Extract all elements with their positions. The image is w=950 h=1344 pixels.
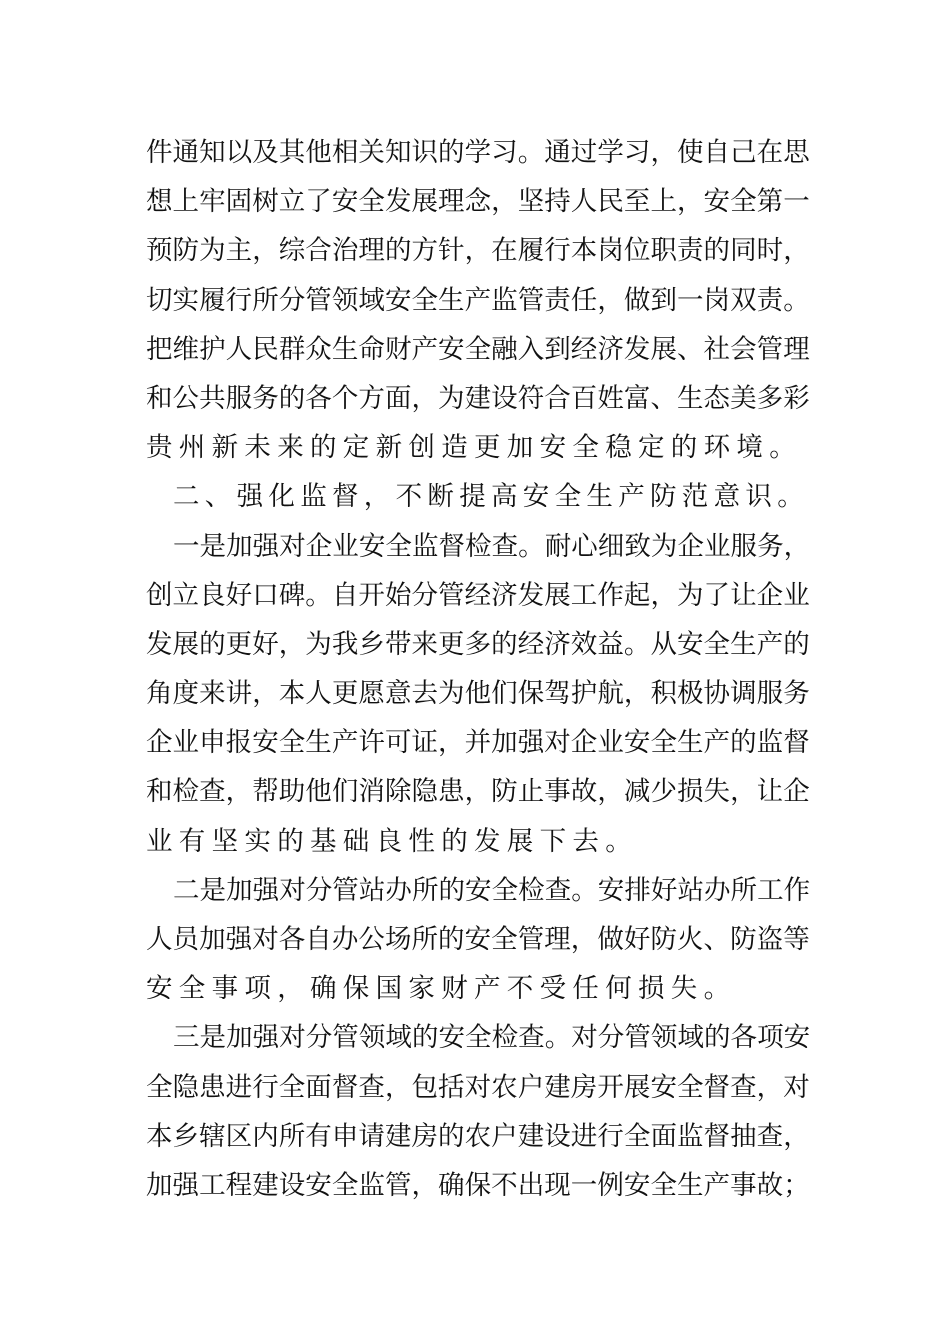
text-line: 贵州新未来的定新创造更加安全稳定的环境。	[146, 432, 802, 464]
paragraph-start: 一是加强对企业安全监督检查。耐心细致为企业服务，	[173, 530, 811, 562]
text-line: 本乡辖区内所有申请建房的农户建设进行全面监督抽查，	[146, 1120, 810, 1152]
text-line: 企业申报安全生产许可证，并加强对企业安全生产的监督	[146, 727, 810, 759]
paragraph-start: 二是加强对分管站办所的安全检查。安排好站办所工作	[173, 874, 811, 906]
text-line: 预防为主，综合治理的方针，在履行本岗位职责的同时，	[146, 235, 810, 267]
text-line: 安全事项，确保国家财产不受任何损失。	[146, 973, 737, 1005]
text-line: 创立良好口碑。自开始分管经济发展工作起，为了让企业	[146, 579, 810, 611]
paragraph-start: 三是加强对分管领域的安全检查。对分管领域的各项安	[173, 1022, 811, 1054]
text-line: 切实履行所分管领域安全生产监管责任，做到一岗双责。	[146, 284, 810, 316]
text-line: 人员加强对各自办公场所的安全管理，做好防火、防盗等	[146, 924, 810, 955]
text-line: 想上牢固树立了安全发展理念，坚持人民至上，安全第一	[146, 186, 810, 218]
text-line: 和检查，帮助他们消除隐患，防止事故，减少损失，让企	[146, 776, 810, 808]
text-line: 业有坚实的基础良性的发展下去。	[146, 825, 638, 857]
text-line: 加强工程建设安全监管，确保不出现一例安全生产事故；	[146, 1169, 810, 1201]
text-line: 全隐患进行全面督查，包括对农户建房开展安全督查，对	[146, 1071, 810, 1103]
section-heading: 二、强化监督，不断提高安全生产防范意识。	[173, 481, 809, 513]
text-line: 件通知以及其他相关知识的学习。通过学习，使自己在思	[146, 137, 810, 168]
text-line: 和公共服务的各个方面，为建设符合百姓富、生态美多彩	[146, 382, 810, 414]
text-line: 角度来讲，本人更愿意去为他们保驾护航，积极协调服务	[146, 678, 810, 710]
document-body	[146, 128, 810, 1210]
text-line: 把维护人民群众生命财产安全融入到经济发展、社会管理	[146, 333, 810, 365]
text-line: 发展的更好，为我乡带来更多的经济效益。从安全生产的	[146, 628, 810, 660]
